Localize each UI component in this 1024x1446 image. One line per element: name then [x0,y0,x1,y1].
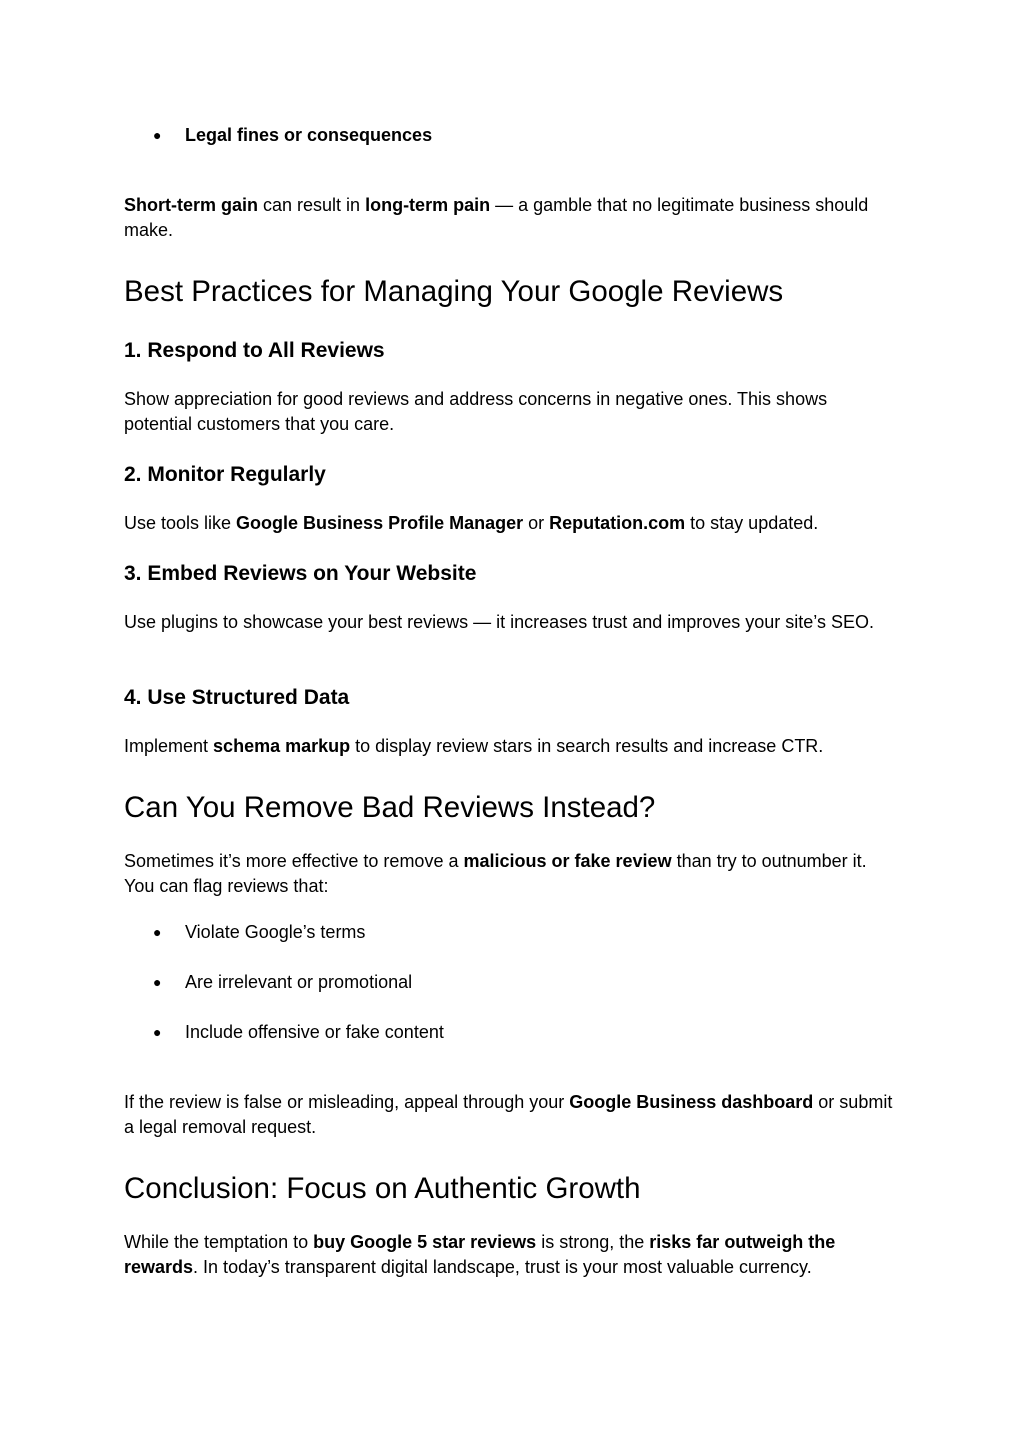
paragraph-appeal [124,1090,894,1140]
text-run: to stay updated. [685,513,819,533]
bold-phrase: schema markup [213,736,351,756]
bold-phrase: long-term pain [365,195,491,215]
text-run: — a gamble that no legitimate business should make. [124,195,869,240]
list-item-text: Violate Google’s terms [185,922,366,942]
heading-structured-data: 4. Use Structured Data [124,686,350,709]
paragraph-structured-data [124,734,894,759]
list-item-text: Legal fines or consequences [185,125,433,145]
text-run: Implement [124,736,214,756]
paragraph-embed: Use plugins to showcase your best reviews — it increases trust and improves your site’s SEO. [124,612,874,632]
text-run: to display review stars in search results and increase CTR. [350,736,824,756]
paragraph-remove [124,849,894,899]
list-item-text: Are irrelevant or promotional [185,972,413,992]
bullet-icon: ● [153,127,162,143]
paragraph-respond: Show appreciation for good reviews and address concerns in negative ones. This shows potential customers that you care. [124,389,828,434]
bullet-icon: ● [153,974,162,990]
text-run: is strong, the [536,1232,650,1252]
bold-phrase: Short-term gain [124,195,259,215]
text-run: Sometimes it’s more effective to remove a [124,851,464,871]
list-item-text: Include offensive or fake content [185,1022,444,1042]
text-run: or submit a legal removal request. [124,1092,893,1137]
paragraph-gain [124,193,894,243]
heading-respond: 1. Respond to All Reviews [124,339,385,362]
bold-phrase: risks far outweigh the rewards [124,1232,836,1277]
bold-phrase: buy Google 5 star reviews [313,1232,537,1252]
heading-best-practices: Best Practices for Managing Your Google Reviews [124,275,784,308]
bold-phrase: Google Business dashboard [569,1092,814,1112]
text-run: . In today’s transparent digital landscape, trust is your most valuable currency. [193,1257,812,1277]
heading-monitor: 2. Monitor Regularly [124,463,326,486]
heading-embed: 3. Embed Reviews on Your Website [124,562,477,585]
heading-conclusion: Conclusion: Focus on Authentic Growth [124,1172,641,1205]
bold-phrase: malicious or fake review [463,851,672,871]
text-run: or [523,513,550,533]
bullet-icon: ● [153,924,162,940]
text-run: While the temptation to [124,1232,314,1252]
paragraph-monitor [124,511,894,536]
text-run: can result in [258,195,366,215]
bold-phrase: Google Business Profile Manager [236,513,524,533]
text-run: If the review is false or misleading, appeal through your [124,1092,570,1112]
paragraph-conclusion [124,1230,894,1280]
text-run: Use tools like [124,513,237,533]
text-run: than try to outnumber it. You can flag reviews that: [124,851,867,896]
heading-remove-reviews: Can You Remove Bad Reviews Instead? [124,791,656,824]
bullet-icon: ● [153,1024,162,1040]
bold-phrase: Reputation.com [549,513,686,533]
